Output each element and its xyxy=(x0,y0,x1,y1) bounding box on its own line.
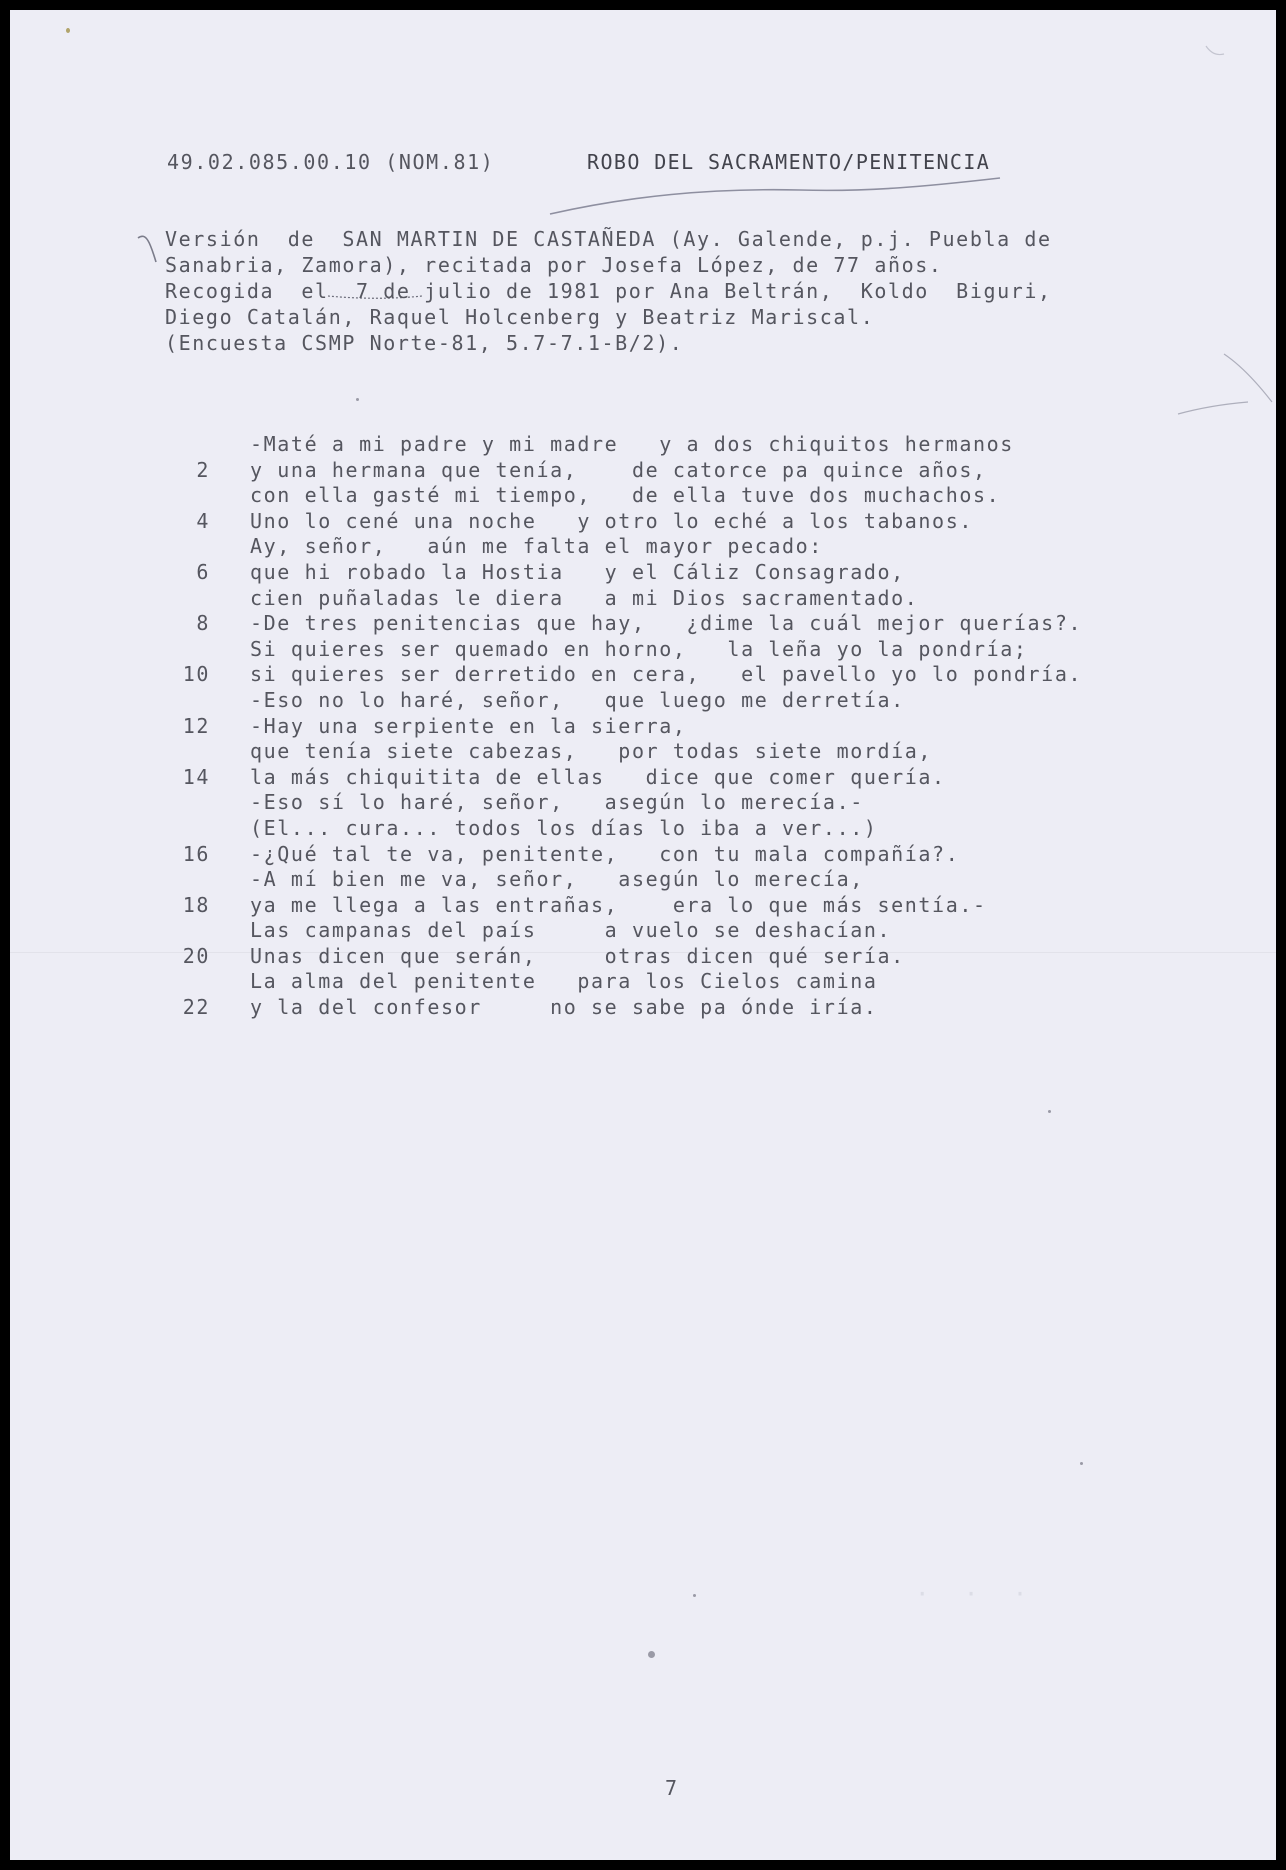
verse-text: Si quieres ser quemado en horno, la leña yo la pondría; xyxy=(250,636,1028,661)
verse-text: -A mí bien me va, señor, asegún lo merecía, xyxy=(250,867,864,892)
intro-line: Versión de SAN MARTIN DE CASTAÑEDA (Ay. Galende, p.j. Puebla de xyxy=(165,227,1052,251)
verse-text: ya me llega a las entrañas, era lo que más sentía.- xyxy=(250,892,987,917)
verse-line xyxy=(170,509,1230,535)
document-page xyxy=(10,10,1276,1860)
verse-line xyxy=(170,995,1230,1021)
verse-text: Unas dicen que serán, otras dicen qué sería. xyxy=(250,943,905,968)
verse-text: la más chiquitita de ellas dice que comer quería. xyxy=(250,764,946,789)
verse-line xyxy=(170,867,1230,893)
verse-line xyxy=(170,969,1230,995)
verse-number: 4 xyxy=(196,508,210,533)
verse-line xyxy=(170,688,1230,714)
verse-text: -De tres penitencias que hay, ¿dime la cuál mejor querías?. xyxy=(250,611,1083,636)
verse-number: 14 xyxy=(182,764,210,789)
verse-number: 20 xyxy=(182,943,210,968)
verse-line xyxy=(170,918,1230,944)
intro-line: (Encuesta CSMP Norte-81, 5.7-7.1-B/2). xyxy=(165,331,684,355)
verse-line xyxy=(170,842,1230,868)
verse-line xyxy=(170,483,1230,509)
verse-line xyxy=(170,944,1230,970)
verse-text: Uno lo cené una noche y otro lo eché a los tabanos. xyxy=(250,508,973,533)
verse-line xyxy=(170,534,1230,560)
verse-text: con ella gasté mi tiempo, de ella tuve dos muchachos. xyxy=(250,483,1001,508)
verse-text: y la del confesor no se sabe pa ónde iría. xyxy=(250,995,878,1020)
verse-text: y una hermana que tenía, de catorce pa quince años, xyxy=(250,457,987,482)
verse-line xyxy=(170,458,1230,484)
ballad-verses xyxy=(170,432,1230,1021)
verse-line xyxy=(170,765,1230,791)
verse-number: 10 xyxy=(182,662,210,687)
verse-text: cien puñaladas le diera a mi Dios sacramentado. xyxy=(250,585,919,610)
paper-speck xyxy=(356,398,359,401)
verse-number: 12 xyxy=(182,713,210,738)
verse-number: 22 xyxy=(182,995,210,1020)
verse-text: -Eso no lo haré, señor, que luego me derretía. xyxy=(250,687,905,712)
verse-number: 6 xyxy=(196,559,210,584)
verse-number: 16 xyxy=(182,841,210,866)
verse-line xyxy=(170,790,1230,816)
verse-text: (El... cura... todos los días lo iba a ver...) xyxy=(250,815,878,840)
verse-text: que hi robado la Hostia y el Cáliz Consagrado, xyxy=(250,559,905,584)
paper-speck xyxy=(66,28,70,33)
verse-text: si quieres ser derretido en cera, el pavello yo lo pondría. xyxy=(250,662,1083,687)
verse-line xyxy=(170,662,1230,688)
intro-line: Diego Catalán, Raquel Holcenberg y Beatriz Mariscal. xyxy=(165,305,875,329)
paper-speck xyxy=(648,1651,655,1658)
verse-text: Las campanas del país a vuelo se deshacían. xyxy=(250,918,892,943)
verse-number: 8 xyxy=(196,611,210,636)
ballad-title: ROBO DEL SACRAMENTO/PENITENCIA xyxy=(587,150,991,174)
verse-line xyxy=(170,637,1230,663)
verse-line xyxy=(170,586,1230,612)
faint-stamp-bleedthrough: · · · xyxy=(915,1580,1038,1608)
verse-text: Ay, señor, aún me falta el mayor pecado: xyxy=(250,534,823,559)
verse-line xyxy=(170,893,1230,919)
verse-line xyxy=(170,560,1230,586)
verse-text: La alma del penitente para los Cielos camina xyxy=(250,969,878,994)
intro-line: Recogida el 7 de julio de 1981 por Ana Beltrán, Koldo Biguri, xyxy=(165,279,1052,303)
document-header xyxy=(167,150,1167,180)
verse-number: 2 xyxy=(196,457,210,482)
verse-line xyxy=(170,816,1230,842)
verse-text: -Eso sí lo haré, señor, asegún lo merecía.- xyxy=(250,790,864,815)
verse-text: -Hay una serpiente en la sierra, xyxy=(250,713,687,738)
verse-text: -Maté a mi padre y mi madre y a dos chiquitos hermanos xyxy=(250,432,1014,456)
paper-speck xyxy=(1080,1462,1083,1465)
catalog-code: 49.02.085.00.10 (NOM.81) xyxy=(167,150,495,174)
paper-speck xyxy=(693,1594,696,1597)
paper-speck xyxy=(1048,1110,1051,1113)
page-number: 7 xyxy=(665,1776,679,1800)
verse-line xyxy=(170,739,1230,765)
verse-line xyxy=(170,611,1230,637)
intro-line: Sanabria, Zamora), recitada por Josefa López, de 77 años. xyxy=(165,253,943,277)
verse-text: -¿Qué tal te va, penitente, con tu mala compañía?. xyxy=(250,841,960,866)
verse-line xyxy=(170,432,1230,458)
verse-text: que tenía siete cabezas, por todas siete mordía, xyxy=(250,739,933,764)
verse-line xyxy=(170,714,1230,740)
version-intro xyxy=(165,226,1225,356)
verse-number: 18 xyxy=(182,892,210,917)
